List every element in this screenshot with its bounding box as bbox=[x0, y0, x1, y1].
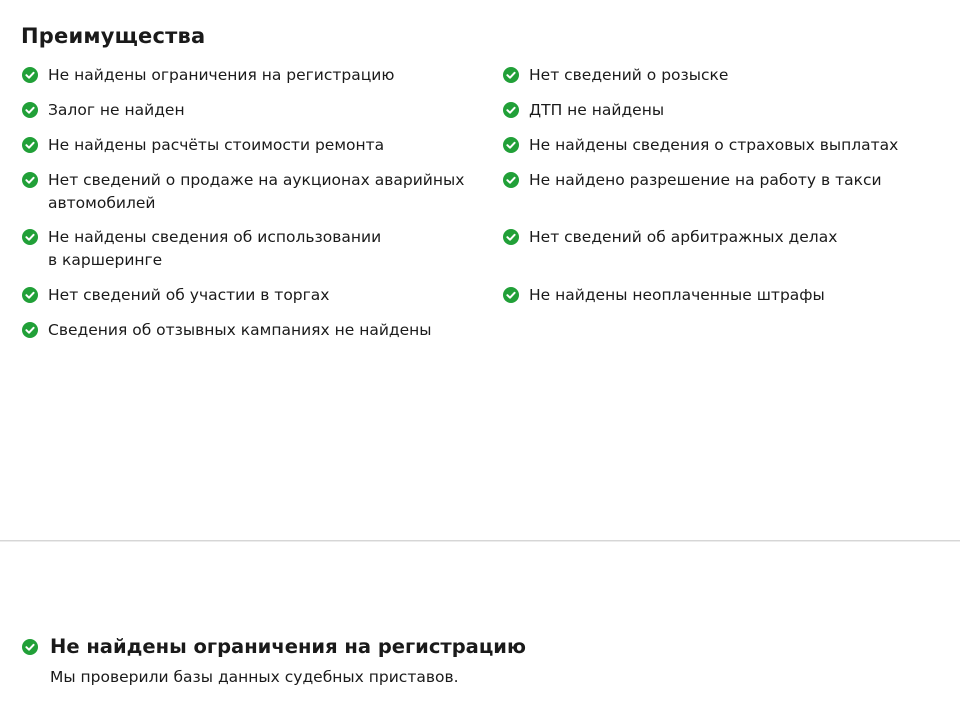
advantage-text: Не найдены неоплаченные штрафы bbox=[529, 286, 825, 304]
advantage-item bbox=[503, 64, 728, 87]
section-divider bbox=[0, 540, 960, 541]
advantage-item bbox=[22, 169, 464, 215]
advantage-text: Не найдены сведения о страховых выплатах bbox=[529, 136, 899, 154]
advantage-item bbox=[503, 169, 882, 192]
check-circle-icon bbox=[22, 172, 38, 188]
advantages-title: Преимущества bbox=[21, 24, 206, 48]
check-circle-icon bbox=[22, 67, 38, 83]
check-circle-icon bbox=[503, 172, 519, 188]
detail-section bbox=[22, 632, 526, 688]
advantage-text: Не найдены сведения об использовании в каршеринге bbox=[48, 228, 382, 269]
check-circle-icon bbox=[503, 102, 519, 118]
advantage-text: Нет сведений о продаже на аукционах аварийных автомобилей bbox=[48, 171, 465, 212]
advantage-text: Нет сведений об арбитражных делах bbox=[529, 228, 838, 246]
check-circle-icon bbox=[22, 102, 38, 118]
advantage-text: Не найдены расчёты стоимости ремонта bbox=[48, 136, 385, 154]
advantage-item bbox=[503, 99, 664, 122]
advantage-item bbox=[22, 64, 394, 87]
advantage-item bbox=[503, 134, 898, 157]
check-circle-icon bbox=[503, 67, 519, 83]
check-circle-icon bbox=[22, 137, 38, 153]
check-circle-icon bbox=[22, 287, 38, 303]
check-circle-icon bbox=[22, 322, 38, 338]
advantage-item bbox=[22, 284, 329, 307]
advantage-item bbox=[22, 319, 432, 342]
advantage-text: ДТП не найдены bbox=[529, 101, 665, 119]
detail-heading: Не найдены ограничения на регистрацию bbox=[50, 635, 526, 658]
advantage-item bbox=[22, 99, 185, 122]
advantage-text: Не найдено разрешение на работу в такси bbox=[529, 171, 882, 189]
advantage-text: Нет сведений об участии в торгах bbox=[48, 286, 330, 304]
advantage-text: Сведения об отзывных кампаниях не найдены bbox=[48, 321, 432, 339]
advantage-text: Нет сведений о розыске bbox=[529, 66, 729, 84]
advantage-item bbox=[22, 134, 384, 157]
detail-heading-row bbox=[22, 632, 526, 662]
advantage-item bbox=[22, 226, 381, 272]
advantage-item bbox=[503, 226, 837, 249]
check-circle-icon bbox=[503, 229, 519, 245]
check-circle-icon bbox=[22, 639, 38, 655]
detail-description: Мы проверили базы данных судебных приставов. bbox=[50, 668, 459, 686]
advantage-text: Залог не найден bbox=[48, 101, 185, 119]
check-circle-icon bbox=[22, 229, 38, 245]
advantage-text: Не найдены ограничения на регистрацию bbox=[48, 66, 395, 84]
check-circle-icon bbox=[503, 287, 519, 303]
advantage-item bbox=[503, 284, 825, 307]
check-circle-icon bbox=[503, 137, 519, 153]
